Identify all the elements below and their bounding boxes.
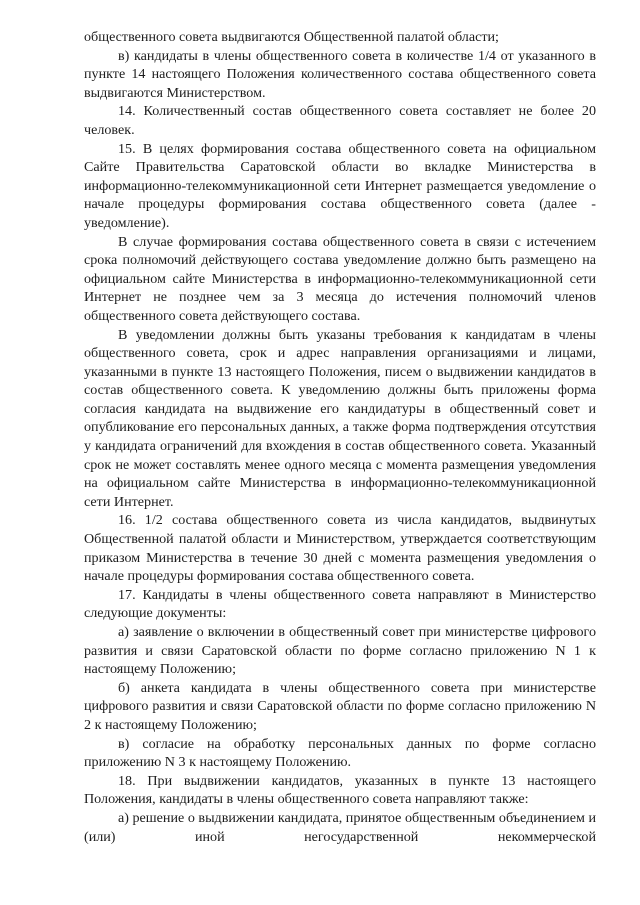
paragraph-item-v: в) кандидаты в члены общественного совета в количестве 1/4 от указанного в пункте 14 настоящего Положения количественного состава общественного совета выдвигаются Министерством. xyxy=(84,47,596,101)
paragraph-14: 14. Количественный состав общественного совета составляет не более 20 человек. xyxy=(84,103,596,138)
paragraph-18: 18. При выдвижении кандидатов, указанных в пункте 13 настоящего Положения, кандидаты в члены общественного совета направляют также: xyxy=(84,772,596,808)
paragraph-17-b: б) анкета кандидата в члены общественного совета при министерстве цифрового развития и связи Саратовской области по форме согласно приложению N 2 к настоящему Положению; xyxy=(84,679,596,733)
paragraph-15: 15. В целях формирования состава общественного совета на официальном Сайте Правительства Саратовской области во вкладке Министерства в информационно-телекоммуникационной сети Интернет размещается уведомление о начале процедуры формирования состава общественного совета (далее - уведомление). xyxy=(84,140,596,231)
paragraph-continuation: общественного совета выдвигаются Общественной палатой области; xyxy=(84,29,499,45)
paragraph-15-notice: В уведомлении должны быть указаны требования к кандидатам в члены общественного совета, срок и адрес направления организациями и лицами, указанными в пункте 13 настоящего Положения, писем о выдвижении кандидатов в состав общественного совета. К уведомлению должны быть приложены форма согласия кандидата на выдвижение его кандидатуры в общественный совет и опубликование его персональных данных, а также форма подтверждения отсутствия у кандидата ограничений для вхождения в состав общественного совета. Указанный срок не может составлять менее одного месяца с момента размещения уведомления на официальном сайте Министерства в информационно-телекоммуникационной сети Интернет. xyxy=(84,326,596,510)
paragraph-16: 16. 1/2 состава общественного совета из числа кандидатов, выдвинутых Общественной палатой области и Министерством, утверждается соответствующим приказом Министерства в течение 30 дней с момента размещения уведомления о начале процедуры формирования состава общественного совета. xyxy=(84,512,596,585)
paragraph-18-a: а) решение о выдвижении кандидата, принятое общественным объединением и (или) иной негосударственной некоммерческой xyxy=(84,809,596,845)
paragraph-15-term: В случае формирования состава общественного совета в связи с истечением срока полномочий действующего состава уведомление должно быть размещено на официальном сайте Министерства в информационно-телекоммуникационной сети Интернет не позднее чем за 3 месяца до истечения полномочий членов общественного совета действующего состава. xyxy=(84,233,596,324)
paragraph-17-v: в) согласие на обработку персональных данных по форме согласно приложению N 3 к настоящему Положению. xyxy=(84,735,596,771)
paragraph-17: 17. Кандидаты в члены общественного совета направляют в Министерство следующие документы: xyxy=(84,586,596,622)
paragraph-17-a: а) заявление о включении в общественный совет при министерстве цифрового развития и связи Саратовской области по форме согласно приложению N 1 к настоящему Положению; xyxy=(84,624,596,678)
document-page xyxy=(84,28,596,846)
